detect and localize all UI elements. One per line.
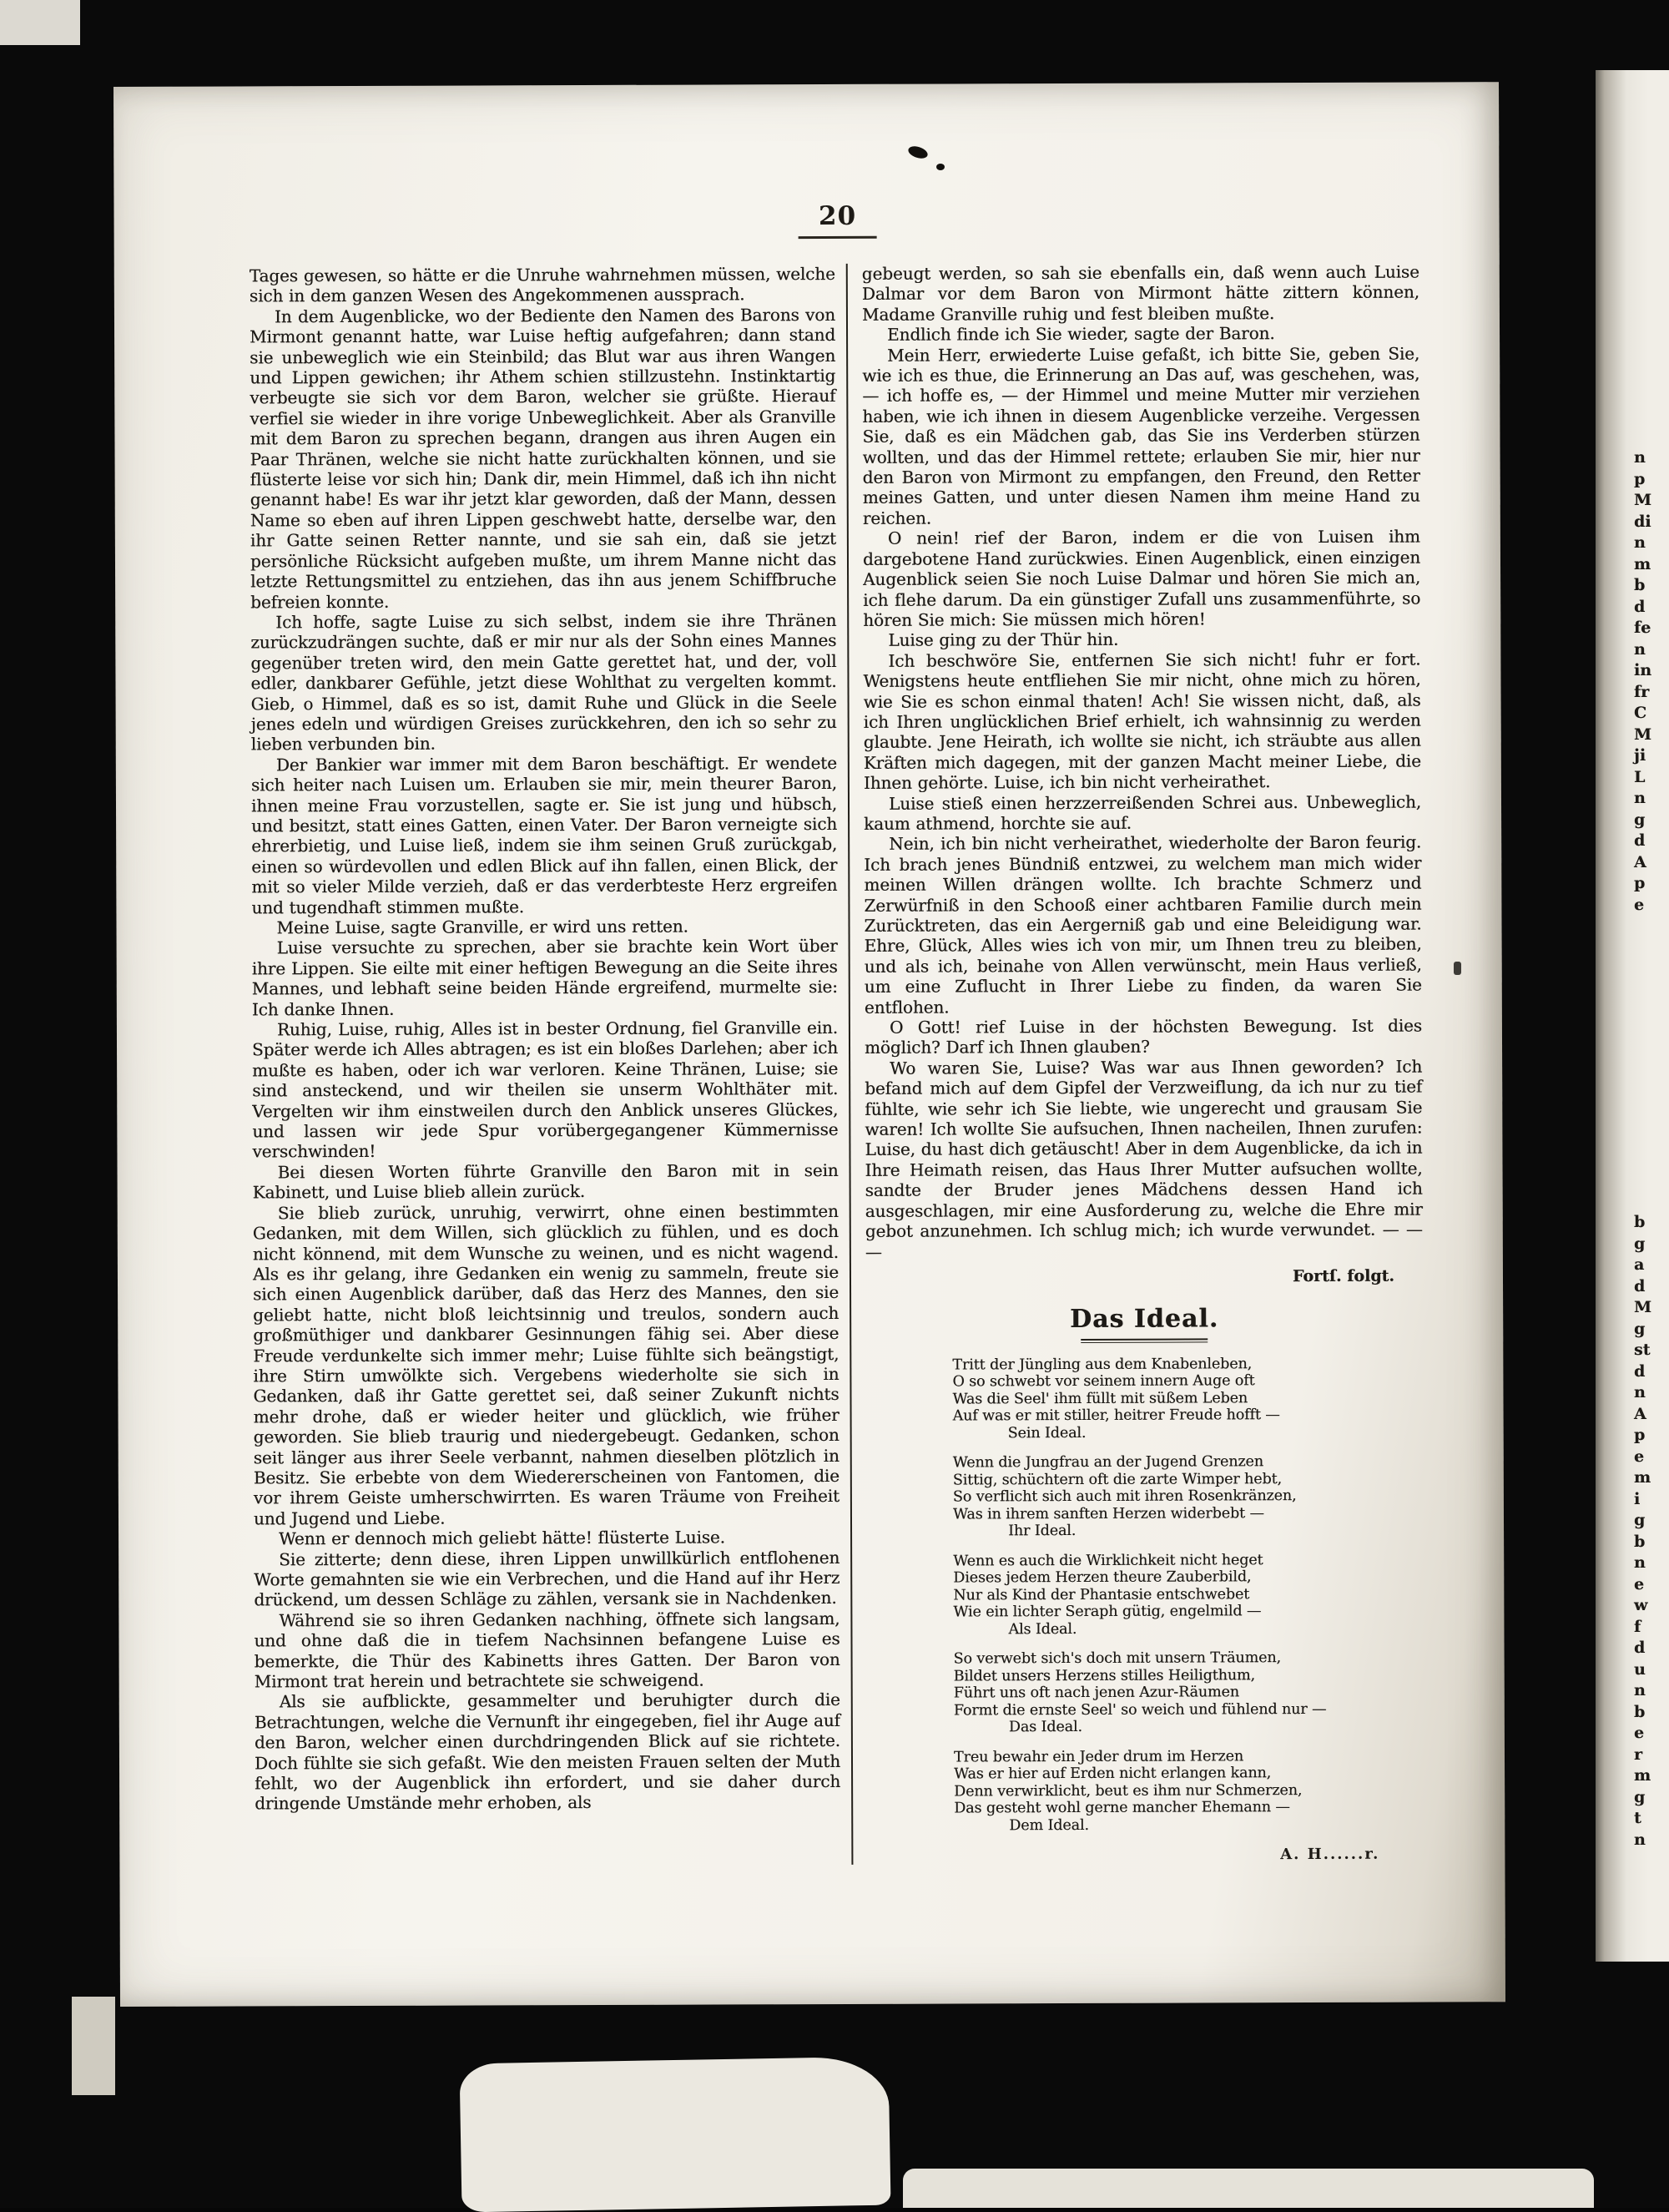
edge-fragment: p — [1634, 469, 1646, 488]
scan-corner-patch — [0, 0, 80, 45]
edge-fragment: b — [1634, 576, 1646, 594]
edge-fragment: di — [1634, 512, 1651, 531]
left-column — [250, 264, 841, 1867]
poem-line: Als Ideal. — [1008, 1620, 1077, 1639]
paragraph: Der Bankier war immer mit dem Baron beschäftigt. Er wendete sich heiter nach Luisen um. Erlauben sie mir, mein theurer Baron, ihnen meine Frau vorzustellen, sagte er. Sie ist jung und hübsch, und besitzt, statt eines Gatten, einen Vater. Der Baron verneigte sich ehrerbietig, und Luise ließ, indem sie ihm seinen Gruß zurückgab, einen so würdevollen und edlen Blick auf ihn fallen, einen Blick, der mit so vieler Milde verzieh, daß er das verderbteste Herz ergreifen und tugendhaft stimmen mußte. — [250, 752, 838, 918]
paragraph: Tages gewesen, so hätte er die Unruhe wahrnehmen müssen, welche sich in dem ganzen Wesen des Angekommenen aussprach. — [249, 263, 835, 306]
paragraph: Ich hoffe, sagte Luise zu sich selbst, indem sie ihre Thränen zurückzudrängen suchte, daß er mir nur als der Sohn eines Mannes gegenüber treten wird, den mein Gatte gerettet hat, und der, voll edler, dankbarer Gefühle, jetzt diese Wohlthat zu vergelten kommt. Gieb, o Himmel, daß es so ist, damit Ruhe und Glück in die Seele jenes edeln und würdigen Greises zurückkehren, den ich so sehr zu lieben verbunden bin. — [250, 609, 837, 755]
poem-line: Auf was er mit stiller, heitrer Freude hofft — — [952, 1406, 1280, 1425]
edge-fragment: f — [1634, 1617, 1641, 1636]
poem-line: Tritt der Jüngling aus dem Knabenleben, — [952, 1356, 1253, 1374]
scan-bottom-patch — [459, 2057, 890, 2212]
edge-fragment: n — [1634, 533, 1646, 552]
edge-fragment: m — [1634, 554, 1651, 573]
scanned-page — [113, 82, 1505, 2007]
paragraph: Endlich finde ich Sie wieder, sagte der Baron. — [887, 323, 1275, 345]
paragraph: Wenn er dennoch mich geliebt hätte! flüsterte Luise. — [279, 1527, 725, 1549]
edge-fragment: M — [1634, 491, 1652, 509]
poem-line: Ihr Ideal. — [1008, 1523, 1077, 1540]
edge-fragment: fr — [1634, 682, 1650, 701]
poem-line: Dieses jedem Herzen theure Zauberbild, — [953, 1568, 1252, 1587]
edge-fragment: g — [1634, 1787, 1646, 1806]
edge-fragment: d — [1634, 1361, 1646, 1381]
paragraph: Nein, ich bin nicht verheirathet, wiederholte der Baron feurig. Ich brach jenes Bündniß entzwei, zu welchem man mich wider meinen Willen drängen wollte. Ich brachte Schmerz und Zerwürfniß in den Schooß einer achtbaren Familie durch mein Zurücktreten, das ein Aergerniß gab und eine Beleidigung war. Ehre, Glück, Alles wies ich von mir, um Ihnen treu zu bleiben, und als ich, beinahe von Allen verwünscht, mein Haus verließ, um eine Zuflucht in Ihrer Liebe zu finden, da waren Sie entflohen. — [864, 831, 1422, 1018]
text-columns — [250, 262, 1432, 1867]
poem-line: Wenn es auch die Wirklichkeit nicht heget — [953, 1552, 1263, 1570]
paragraph: gebeugt werden, so sah sie ebenfalls ein, daß wenn auch Luise Dalmar vor dem Baron von Mirmont hätte zittern können, Madame Granville ruhig und fest bleiben mußte. — [861, 261, 1419, 325]
edge-fragment: a — [1634, 1255, 1645, 1274]
edge-fragment: n — [1634, 789, 1646, 807]
edge-fragment: st — [1634, 1341, 1651, 1359]
poem-line: Treu bewahr ein Jeder drum im Herzen — [953, 1748, 1244, 1766]
poem-line: Dem Ideal. — [1009, 1816, 1089, 1835]
poem-stanza — [953, 1551, 1424, 1638]
edge-fragment: e — [1634, 1574, 1645, 1593]
right-column-paragraphs — [862, 262, 1423, 1262]
poem-line: Nur als Kind der Phantasie entschwebet — [953, 1586, 1250, 1604]
ink-speck — [1454, 962, 1461, 975]
poem-stanza — [952, 1355, 1423, 1442]
edge-fragment: e — [1634, 1447, 1645, 1466]
poem-section — [865, 1303, 1424, 1865]
page-header — [249, 199, 1425, 241]
poem-line: Das gesteht wohl gerne mancher Ehemann — — [954, 1799, 1290, 1817]
paragraph: Sie blieb zurück, unruhig, verwirrt, ohne einen bestimmten Gedanken, mit dem Willen, sich glücklich zu fühlen, und es doch nicht könnend, mit dem Wunsche zu weinen, und es nicht wagend. Als es ihr gelang, ihre Gedanken ein wenig zu sammeln, freute sie sich einen Augenblick darüber, daß das Herz des Mannes, den sie geliebt hatte, nicht bloß leichtsinnig und treulos, sondern auch großmüthiger und dankbarer Gesinnungen fähig sei. Aber diese Freude verdunkelte sich immer mehr; Luise fühlte sich beängstigt, ihre Stirn umwölkte sich. Vergebens wiederholte sie sich in Gedanken, daß ihr Gatte gerettet sei, daß seiner Zukunft nichts mehr drohe, daß er wieder heiter und glücklich, wie früher geworden. Sie blieb traurig und niedergebeugt. Gedanken, schon seit länger aus ihrer Seele verbannt, nahmen dieselben plötzlich in Besitz. Sie erbebte von dem Wiedererscheinen von Fantomen, die vor ihrem Geiste umherschwirrten. Es waren Träume von Freiheit und Jugend und Liebe. — [252, 1200, 840, 1529]
poem-line: So verflicht sich auch mit ihren Rosenkränzen, — [952, 1487, 1297, 1506]
edge-fragment: b — [1634, 1213, 1646, 1231]
poem-line: Führt uns oft nach jenen Azur-Räumen — [953, 1684, 1239, 1702]
continuation-note: Fortſ. folgt. — [1292, 1266, 1395, 1285]
edge-fragment: A — [1634, 1404, 1646, 1423]
poem-signature: A. H......r. — [1280, 1846, 1380, 1864]
paragraph: Bei diesen Worten führte Granville den Baron mit in sein Kabinett, und Luise blieb allein zurück. — [252, 1159, 839, 1203]
edge-fragment: g — [1634, 1234, 1646, 1253]
poem-line: Denn verwirklicht, beut es ihm nur Schmerzen, — [954, 1781, 1303, 1800]
edge-fragment: d — [1634, 1276, 1646, 1295]
poem-line: Bildet unsers Herzens stilles Heiligthum, — [953, 1667, 1256, 1685]
edge-fragment: n — [1634, 1383, 1646, 1401]
poem-stanza — [954, 1747, 1424, 1834]
edge-fragment: n — [1634, 1681, 1646, 1699]
paragraph: Ich beschwöre Sie, entfernen Sie sich nicht! fuhr er fort. Wenigstens heute entfliehen Sie mir nicht, ohne mich zu hören, wie Sie es schon einmal thaten! Ach! Sie wissen nicht, daß, als ich Ihren unglücklichen Brief erhielt, ich wahnsinnig zu werden glaubte. Jene Heirath, ich wollte sie nicht, ich sträubte aus allen Kräften mich dagegen, mit der ganzen Macht meiner Liebe, die Ihnen gehörte. Luise, ich bin nicht verheirathet. — [863, 649, 1421, 794]
paragraph: Ruhig, Luise, ruhig, Alles ist in bester Ordnung, fiel Granville ein. Später werde ich Alles abtragen; es ist ein bloßes Darlehen; aber ich mußte es haben, oder ich war verloren. Keine Thränen, Luise; sie sind ansteckend, und wir theilen sie unserm Wohlthäter mit. Vergelten wir ihm einstweilen durch den Anblick unseres Glückes, und lassen wir jede Spur vorübergegangener Kümmernisse verschwinden! — [251, 1018, 839, 1162]
poem-line: Sittig, schüchtern oft die zarte Wimper hebt, — [952, 1471, 1283, 1489]
paragraph: In dem Augenblicke, wo der Bediente den Namen des Barons von Mirmont genannt hatte, war Luise heftig aufgefahren; dann stand sie unbeweglich wie ein Steinbild; das Blut war aus ihren Wangen und Lippen gewichen; ihr Athem schien stillzustehn. Instinktartig verbeugte sie sich vor dem Baron, welcher sie grüßte. Hierauf verfiel sie wieder in ihre vorige Unbeweglichkeit. Aber als Granville mit dem Baron zu sprechen begann, drangen aus ihren Augen ein Paar Thränen, welche sie nicht hatte zurückhalten können, und sie flüsterte leise vor sich hin; Dank dir, mein Himmel, daß ich ihn nicht genannt habe! Es war ihr jetzt klar geworden, daß der Mann, dessen Name so eben auf ihren Lippen geschwebt hatte, derselbe war, den ihr Gatte seinen Retter nannte, und sie sah ein, daß sie jetzt persönliche Rücksicht aufgeben mußte, um ihrem Manne nicht das letzte Rettungsmittel zu entziehen, das ihn aus jenem Schiffbruche befreien konnte. — [250, 304, 837, 612]
poem-line: Was die Seel' ihm füllt mit süßem Leben — [952, 1390, 1248, 1408]
poem-body — [865, 1355, 1424, 1835]
poem-title-rule — [1081, 1338, 1208, 1343]
poem-line: Sein Ideal. — [1007, 1424, 1087, 1442]
edge-fragment: g — [1634, 1511, 1646, 1529]
edge-fragment: p — [1634, 874, 1646, 892]
edge-fragment: b — [1634, 1702, 1646, 1721]
edge-fragment: g — [1634, 1319, 1646, 1338]
edge-fragment: A — [1634, 852, 1646, 871]
poem-title: Das Ideal. — [1070, 1304, 1219, 1334]
edge-fragment: n — [1634, 1830, 1646, 1849]
poem-line: Das Ideal. — [1008, 1719, 1082, 1736]
edge-fragment: t — [1634, 1809, 1641, 1827]
edge-fragment: in — [1634, 661, 1652, 679]
poem-line: Was er hier auf Erden nicht erlangen kann, — [954, 1765, 1272, 1783]
paragraph: Luise stieß einen herzzerreißenden Schrei aus. Unbeweglich, kaum athmend, horchte sie auf. — [864, 791, 1422, 834]
edge-fragment: w — [1634, 1596, 1648, 1614]
edge-fragment: d — [1634, 1639, 1646, 1657]
paragraph: Meine Luise, sagte Granville, er wird uns retten. — [276, 916, 688, 938]
edge-fragment: M — [1634, 725, 1652, 744]
edge-fragment: m — [1634, 1468, 1651, 1487]
edge-fragment: e — [1634, 895, 1645, 914]
edge-fragment: b — [1634, 1532, 1646, 1551]
paragraph: Als sie aufblickte, gesammelter und beruhigter durch die Betrachtungen, welche die Vernunft ihr eingegeben, fiel ihr Auge auf den Baron, welcher einen durchdringenden Blick auf sie richtete. Doch fühlte sie sich gefaßt. Wie den meisten Frauen selten der Muth fehlt, wo der Augenblick ihn erfordert, und sie daher durch dringende Umstände mehr erhoben, als — [254, 1689, 841, 1814]
poem-stanza — [954, 1649, 1424, 1736]
poem-line: Was in ihrem sanften Herzen widerbebt — — [952, 1505, 1264, 1523]
poem-line: So verwebt sich's doch mit unsern Träumen, — [953, 1649, 1282, 1668]
edge-fragment: e — [1634, 1724, 1645, 1742]
edge-fragment: p — [1634, 1426, 1646, 1444]
edge-fragment: C — [1634, 704, 1647, 722]
adjacent-page-sliver — [1596, 70, 1669, 1962]
edge-fragment: d — [1634, 831, 1646, 850]
poem-line: Wie ein lichter Seraph gütig, engelmild — — [953, 1603, 1262, 1621]
scan-bottom-patch — [903, 2169, 1594, 2208]
edge-fragment: d — [1634, 597, 1646, 616]
page-number: 20 — [818, 200, 857, 232]
paragraph: Während sie so ihren Gedanken nachhing, öffnete sich langsam, und ohne daß die in tiefem Nachsinnen befangene Luise es bemerkte, die Thür des Kabinetts ihres Gatten. Der Baron von Mirmont trat herein und betrachtete sie schweigend. — [254, 1608, 840, 1692]
edge-fragment: n — [1634, 1553, 1646, 1572]
right-column — [848, 262, 1425, 1866]
paragraph: Luise ging zu der Thür hin. — [888, 629, 1119, 651]
paragraph: O Gott! rief Luise in der höchsten Bewegung. Ist dies möglich? Darf ich Ihnen glauben? — [864, 1015, 1422, 1058]
edge-fragment: r — [1634, 1745, 1643, 1764]
adjacent-page-line-fragments — [1634, 447, 1651, 916]
edge-fragment: n — [1634, 639, 1646, 659]
paragraph: Wo waren Sie, Luise? Was war aus Ihnen geworden? Ich befand mich auf dem Gipfel der Verzweiflung, da ich nur zu tief fühlte, wie sehr ich Sie liebte, wie ungerecht und grausam Sie waren! Ich wollte Sie aufsuchen, Ihnen nacheilen, Ihnen zurufen: Luise, du hast dich getäuscht! Aber in dem Augenblicke, da ich in Ihre Heimath reisen, das Haus Ihrer Mutter aufsuchen wollte, sandte der Bruder jenes Mädchens dessen Hand ich ausgeschlagen, mir eine Ausforderung zu, welche die Ehre mir gebot anzunehmen. Ich schlug mich; ich wurde verwundet. — — — — [865, 1056, 1423, 1262]
edge-fragment: m — [1634, 1766, 1651, 1785]
edge-fragment: u — [1634, 1659, 1646, 1679]
edge-fragment: n — [1634, 448, 1646, 467]
edge-fragment: ji — [1634, 746, 1646, 765]
adjacent-page-line-fragments — [1634, 1212, 1651, 1851]
poem-line: O so schwebt vor seinem innern Auge oft — [952, 1372, 1255, 1391]
paragraph: Luise versuchte zu sprechen, aber sie brachte kein Wort über ihre Lippen. Sie eilte mit einer heftigen Bewegung an die Seite ihres Mannes, und lebhaft seine beiden Hände ergreifend, murmelte sie: Ich danke Ihnen. — [251, 936, 838, 1020]
poem-line: Wenn die Jungfrau an der Jugend Grenzen — [952, 1453, 1263, 1472]
paragraph: Sie zitterte; denn diese, ihren Lippen unwillkürlich entflohenen Worte gemahnten sie wie ein Verbrechen, und die Hand auf ihr Herz drückend, um dessen Schläge zu zählen, versank sie in Nachdenken. — [254, 1547, 840, 1610]
page-content — [113, 82, 1505, 2007]
edge-fragment: g — [1634, 810, 1646, 829]
paragraph: O nein! rief der Baron, indem er die von Luisen ihm dargebotene Hand zurückwies. Einen Augenblick, einen einzigen Augenblick seien Sie noch Luise Dalmar und hören Sie mich an, ich flehe darum. Da ein günstiger Zufall uns zusammenführte, so hören Sie mich: Sie müssen mich hören! — [862, 526, 1421, 630]
scan-edge-patch — [72, 1997, 115, 2095]
edge-fragment: fe — [1634, 619, 1651, 637]
edge-fragment: i — [1634, 1489, 1641, 1508]
edge-fragment: M — [1634, 1298, 1652, 1316]
edge-fragment: L — [1634, 767, 1646, 786]
poem-stanza — [953, 1453, 1424, 1540]
paragraph: Mein Herr, erwiederte Luise gefaßt, ich bitte Sie, geben Sie, wie ich es thue, die Erinnerung an Das auf, was geschehen, was, — ich hoffe es, — der Himmel und meine Mutter mir verziehen haben, wie ich ihnen in diesem Augenblicke verzeihe. Vergessen Sie, daß es ein Mädchen gab, das Sie ins Verderben stürzen wollten, und das der Himmel rettete; erlauben Sie mir, hier nur den Baron von Mirmont zu empfangen, den Freund, den Retter meines Gatten, und unter diesen Namen ihm meine Hand zu reichen. — [862, 343, 1420, 528]
ink-speck — [936, 164, 945, 170]
page-number-rule — [799, 236, 877, 239]
poem-line: Formt die ernste Seel' so weich und fühlend nur — — [953, 1700, 1327, 1720]
